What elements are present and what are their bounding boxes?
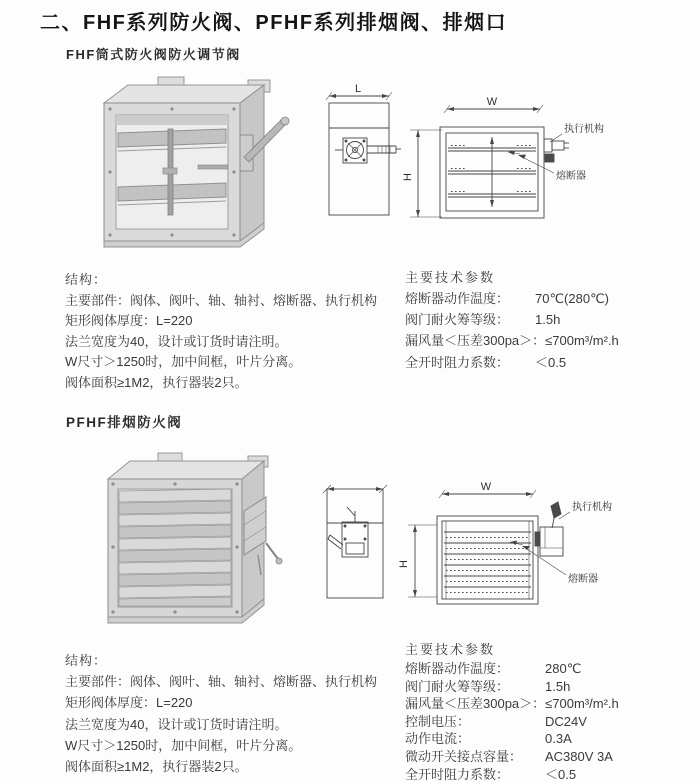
- structure-line: W尺寸＞1250时，加中间框，叶片分离。: [65, 354, 302, 370]
- structure-line: 法兰宽度为40，设计或订货时请注明。: [65, 333, 288, 349]
- parameter-label: 微动开关接点容量：: [405, 748, 523, 764]
- parameter-value: 70℃(280℃): [535, 291, 610, 306]
- structure-line: 矩形阀体厚度：L=220: [65, 313, 193, 329]
- parameters-title: 主要技术参数: [405, 642, 496, 657]
- parameter-label: 控制电压：: [405, 713, 471, 729]
- parameter-row: [405, 730, 619, 748]
- parameter-label: 漏风量＜压差300pa＞：: [405, 333, 546, 349]
- parameter-label: 阀门耐火筹等级：: [405, 312, 510, 328]
- page-title: 二、FHF系列防火阀、PFHF系列排烟阀、排烟口: [40, 12, 508, 34]
- pfhf-damper-photo: [92, 447, 317, 639]
- parameter-row: [405, 713, 619, 731]
- fhf-damper-photo: [86, 73, 314, 265]
- parameter-value: 0.3A: [545, 731, 572, 747]
- parameter-label: 动作电流：: [405, 731, 471, 747]
- parameter-row: [405, 766, 619, 782]
- pfhf-front-view-diagram: [394, 458, 654, 620]
- pfhf-side-view-diagram: [316, 466, 406, 606]
- parameter-row: [405, 695, 619, 713]
- section-heading-fhf: FHF筒式防火阀防火调节阀: [66, 47, 241, 62]
- dim-h-label: H: [398, 560, 410, 568]
- parameter-row: [405, 288, 619, 309]
- parameter-label: 漏风量＜压差300pa＞：: [405, 696, 546, 712]
- parameter-row: [405, 330, 619, 351]
- fhf-structure-block: [65, 270, 377, 394]
- parameter-value: AC380V 3A: [545, 748, 613, 764]
- parameter-row: [405, 748, 619, 766]
- structure-line: 主要部件：阀体、阀叶、轴、轴衬、熔断器、执行机构: [65, 674, 378, 690]
- actuator-label: 执行机构: [564, 124, 604, 135]
- parameter-value: 1.5h: [545, 678, 571, 694]
- structure-line: 法兰宽度为40，设计或订货时请注明。: [65, 716, 288, 732]
- parameter-value: DC24V: [545, 713, 587, 729]
- parameter-label: 全开时阻力系数：: [405, 354, 510, 370]
- section-heading-pfhf: PFHF排烟防火阀: [66, 415, 183, 430]
- structure-title: 结构：: [65, 653, 108, 668]
- parameter-row: [405, 678, 619, 696]
- parameter-row: [405, 309, 619, 330]
- parameter-label: 阀门耐火筹等级：: [405, 678, 510, 694]
- parameter-row: [405, 660, 619, 678]
- fuse-label: 熔断器: [556, 171, 586, 182]
- actuator-label: 执行机构: [572, 502, 612, 513]
- fhf-parameters-block: [405, 267, 619, 373]
- pfhf-parameters-block: [405, 639, 619, 782]
- parameter-value: 280℃: [545, 661, 582, 676]
- parameter-label: 熔断器动作温度：: [405, 661, 510, 676]
- pfhf-structure-block: [65, 650, 377, 777]
- dim-w-label: W: [486, 96, 498, 108]
- structure-title: 结构：: [65, 272, 108, 287]
- structure-line: 矩形阀体厚度：L=220: [65, 695, 193, 711]
- dim-h-label: H: [402, 173, 414, 181]
- parameter-value: ≤700m³/m².h: [545, 333, 619, 349]
- parameter-value: ＜0.5: [545, 766, 577, 782]
- parameter-value: 1.5h: [535, 312, 561, 328]
- parameter-label: 熔断器动作温度：: [405, 291, 510, 306]
- structure-line: 阀体面积≥1M2，执行器装2只。: [65, 374, 248, 390]
- structure-line: 主要部件：阀体、阀叶、轴、轴衬、熔断器、执行机构: [65, 292, 378, 308]
- dim-l-label: L: [354, 83, 362, 95]
- structure-line: 阀体面积≥1M2，执行器装2只。: [65, 759, 248, 775]
- parameter-label: 全开时阻力系数：: [405, 766, 510, 782]
- fhf-front-view-diagram: [396, 80, 646, 230]
- structure-line: W尺寸＞1250时，加中间框，叶片分离。: [65, 737, 302, 753]
- parameter-value: ＜0.5: [535, 354, 567, 370]
- parameter-row: [405, 352, 619, 373]
- parameters-title: 主要技术参数: [405, 270, 496, 285]
- fuse-label: 熔断器: [568, 574, 598, 585]
- dim-w-label: W: [480, 481, 492, 493]
- parameter-value: ≤700m³/m².h: [545, 696, 619, 712]
